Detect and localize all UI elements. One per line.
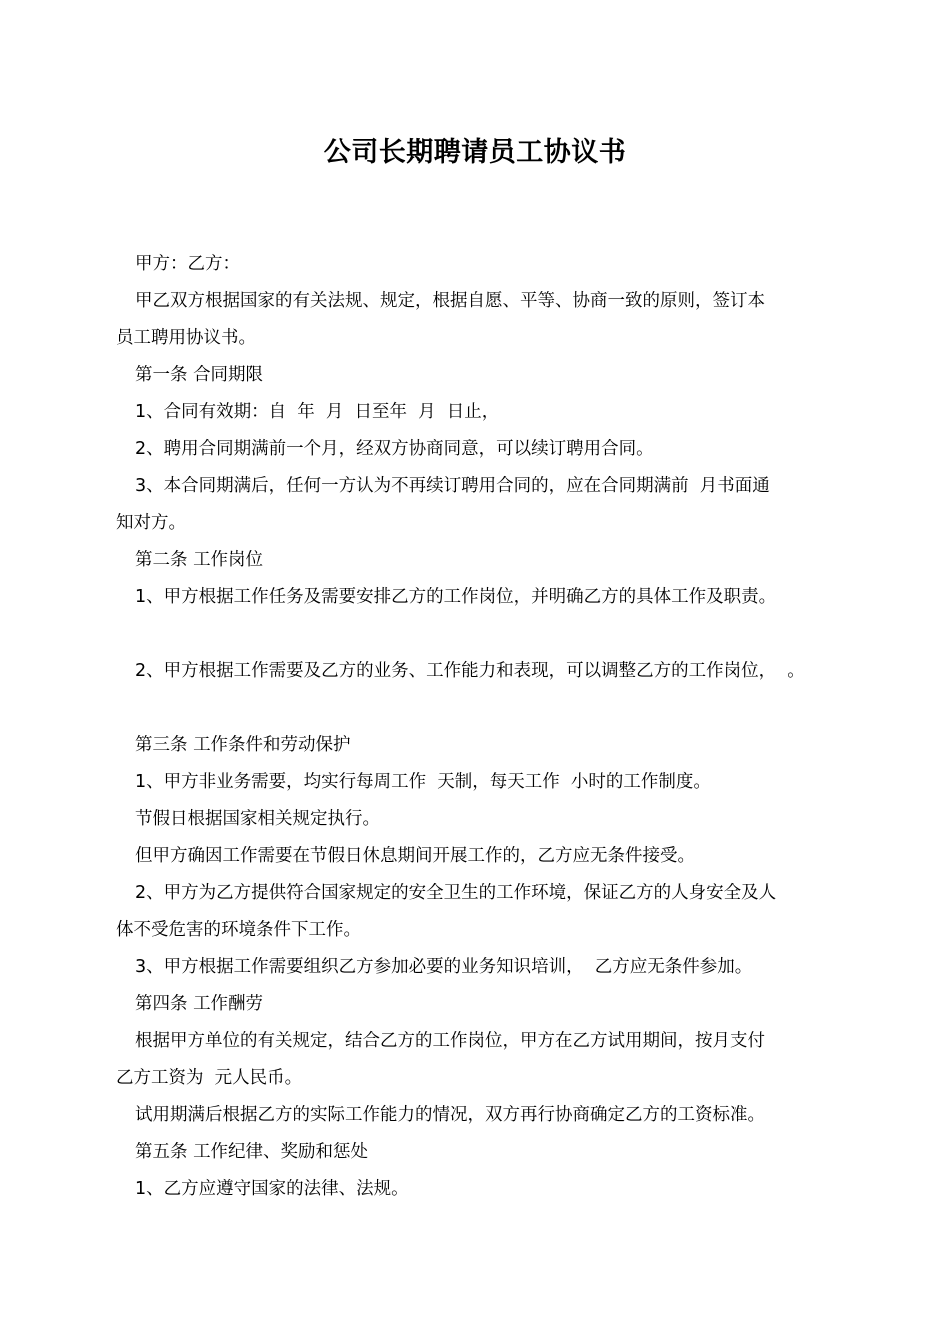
preamble-continuation: 员工聘用协议书。 xyxy=(116,328,256,348)
article-5-clause-1: 1、乙方应遵守国家的法律、法规。 xyxy=(135,1179,409,1199)
article-5-heading: 第五条 工作纪律、奖励和惩处 xyxy=(135,1142,369,1162)
article-1-clause-1: 1、合同有效期：自 年 月 日至年 月 日止， xyxy=(135,402,500,422)
article-2-clause-1: 1、甲方根据工作任务及需要安排乙方的工作岗位，并明确乙方的具体工作及职责。 xyxy=(135,587,777,607)
article-1-heading: 第一条 合同期限 xyxy=(135,365,264,385)
parties-line: 甲方：乙方： xyxy=(135,254,240,274)
article-1-clause-3: 3、本合同期满后，任何一方认为不再续订聘用合同的，应在合同期满前 月书面通 xyxy=(135,476,770,496)
article-3-holiday-work-line: 但甲方确因工作需要在节假日休息期间开展工作的，乙方应无条件接受。 xyxy=(135,846,695,866)
article-3-holiday-line: 节假日根据国家相关规定执行。 xyxy=(135,809,380,829)
article-2-clause-2: 2、甲方根据工作需要及乙方的业务、工作能力和表现，可以调整乙方的工作岗位， 。 xyxy=(135,661,805,681)
article-1-clause-3-continuation: 知对方。 xyxy=(116,513,186,533)
article-4-after-probation-line: 试用期满后根据乙方的实际工作能力的情况，双方再行协商确定乙方的工资标准。 xyxy=(135,1105,765,1125)
article-2-heading: 第二条 工作岗位 xyxy=(135,550,264,570)
article-3-clause-2: 2、甲方为乙方提供符合国家规定的安全卫生的工作环境，保证乙方的人身安全及人 xyxy=(135,883,777,903)
article-3-clause-1: 1、甲方非业务需要，均实行每周工作 天制，每天工作 小时的工作制度。 xyxy=(135,772,711,792)
article-3-heading: 第三条 工作条件和劳动保护 xyxy=(135,735,351,755)
article-1-clause-2: 2、聘用合同期满前一个月，经双方协商同意，可以续订聘用合同。 xyxy=(135,439,654,459)
article-4-pay-line: 根据甲方单位的有关规定，结合乙方的工作岗位，甲方在乙方试用期间，按月支付 xyxy=(135,1031,765,1051)
blank-line xyxy=(116,616,846,653)
preamble-line: 甲乙双方根据国家的有关法规、规定，根据自愿、平等、协商一致的原则，签订本 xyxy=(135,291,765,311)
article-3-clause-2-continuation: 体不受危害的环境条件下工作。 xyxy=(116,920,361,940)
article-4-heading: 第四条 工作酬劳 xyxy=(135,994,264,1014)
article-4-pay-continuation: 乙方工资为 元人民币。 xyxy=(116,1068,303,1088)
article-3-clause-3: 3、甲方根据工作需要组织乙方参加必要的业务知识培训， 乙方应无条件参加。 xyxy=(135,957,753,977)
document-title: 公司长期聘请员工协议书 xyxy=(323,137,627,168)
document-body xyxy=(116,246,846,1208)
blank-line xyxy=(116,690,846,727)
